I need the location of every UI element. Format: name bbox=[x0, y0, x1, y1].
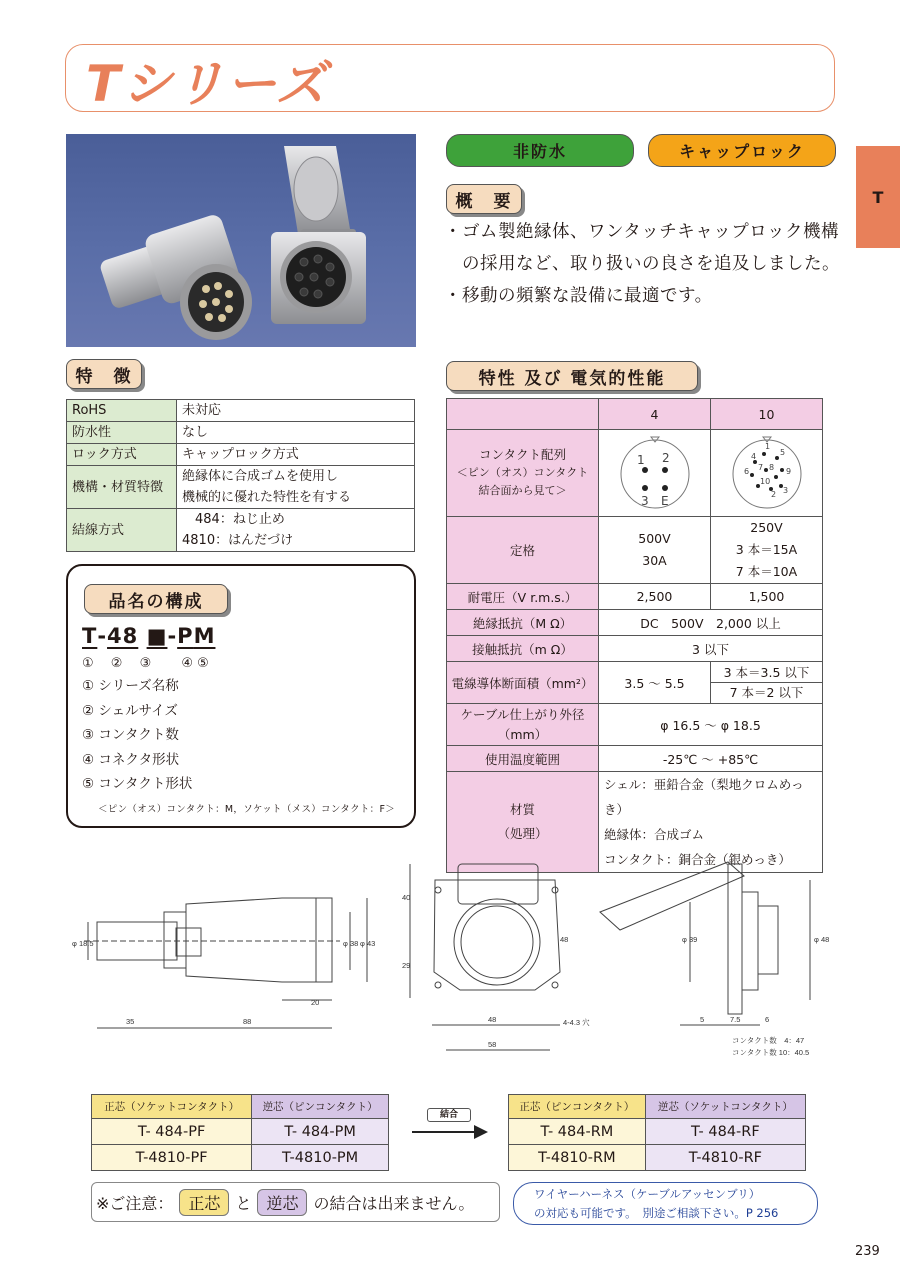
code-sep: - bbox=[167, 624, 178, 648]
dimension-drawings bbox=[60, 850, 850, 1065]
table-row bbox=[447, 704, 823, 746]
overview-text bbox=[444, 216, 844, 312]
table-row bbox=[509, 1145, 806, 1171]
pin-label: 7 bbox=[757, 462, 763, 472]
code-part: T bbox=[82, 624, 98, 648]
overview-bullet: ・ゴム製絶縁体、ワンタッチキャップロック機構の採用など、取り扱いの良さを追及しました。 bbox=[444, 222, 840, 274]
pin-label: 1 bbox=[636, 452, 645, 467]
corner-cell bbox=[447, 399, 599, 430]
part-cell: T-4810-RM bbox=[509, 1145, 646, 1171]
caution-mid: と bbox=[235, 1193, 252, 1213]
cell-line: 7 本＝10A bbox=[735, 564, 798, 579]
list-item: ② シェルサイズ bbox=[82, 702, 179, 719]
part-number-legend bbox=[82, 674, 192, 797]
pin-label: 1 bbox=[764, 441, 770, 451]
pin-layout-4-diagram bbox=[615, 432, 695, 512]
cell-line: 30A bbox=[642, 553, 667, 568]
row-label-line: コンタクト配列 bbox=[478, 447, 566, 462]
table-row bbox=[509, 1119, 806, 1145]
table-row bbox=[447, 430, 823, 517]
dimension-label: 5 bbox=[700, 1015, 705, 1024]
dimension-label: 29 bbox=[402, 961, 411, 970]
table-row bbox=[447, 584, 823, 610]
feature-value: 未対応 bbox=[177, 400, 415, 422]
part-number-note: ＜ピン（オス）コンタクト：M，ソケット（メス）コンタクト：F＞ bbox=[98, 804, 396, 815]
non-waterproof-badge: 非防水 bbox=[446, 134, 634, 167]
dimension-label: 48 bbox=[560, 935, 569, 944]
list-item: ③ コンタクト数 bbox=[82, 727, 179, 743]
table-row bbox=[92, 1119, 389, 1145]
caution-note bbox=[91, 1182, 500, 1222]
dimension-label: 20 bbox=[311, 998, 320, 1007]
col-header: 正芯（ピンコンタクト） bbox=[509, 1095, 646, 1119]
series-index-tab[interactable]: T bbox=[856, 146, 900, 248]
pin-label: 10 bbox=[759, 476, 770, 486]
table-row bbox=[67, 466, 415, 509]
table-row bbox=[447, 610, 823, 636]
code-sep: - bbox=[97, 624, 108, 648]
receptacle-side-drawing bbox=[600, 862, 810, 1025]
col-header: 正芯（ソケットコンタクト） bbox=[92, 1095, 252, 1119]
table-row bbox=[67, 444, 415, 466]
row-label-line: ＜ピン（オス）コンタクト bbox=[456, 466, 589, 479]
part-cell: T- 484-RF bbox=[645, 1119, 805, 1145]
pin-label: 2 bbox=[661, 450, 670, 465]
dimension-label: 4-4.3 穴 bbox=[563, 1018, 590, 1027]
part-cell: T- 484-RM bbox=[509, 1119, 646, 1145]
code-part: ■ bbox=[146, 624, 168, 648]
pin-label: 2 bbox=[770, 489, 776, 499]
feature-key: 結線方式 bbox=[67, 509, 177, 552]
dimension-label: φ 18.5 bbox=[72, 939, 94, 948]
col-header: 逆芯（ピンコンタクト） bbox=[252, 1095, 389, 1119]
dimension-label: φ 43 bbox=[360, 939, 376, 948]
part-cell: T-4810-PF bbox=[92, 1145, 252, 1171]
contact-layout-10 bbox=[711, 430, 823, 517]
feature-value-line: 4810：はんだづけ bbox=[182, 533, 294, 548]
feature-value bbox=[177, 509, 415, 552]
pin-label: 6 bbox=[743, 466, 749, 476]
dimension-label: コンタクト数 4：47 bbox=[732, 1036, 805, 1045]
part-cell: T-4810-PM bbox=[252, 1145, 389, 1171]
page-number: 239 bbox=[855, 1244, 880, 1259]
row-label: 耐電圧（V r.m.s.） bbox=[447, 584, 599, 610]
cell-line: 3 本＝3.5 以下 bbox=[711, 662, 822, 683]
table-row bbox=[67, 400, 415, 422]
harness-line: の対応も可能です。 別途ご相談下さい。P 256 bbox=[534, 1206, 779, 1220]
rating-4 bbox=[599, 517, 711, 584]
receptacle-side-dimensions bbox=[682, 935, 829, 1057]
temperature-value: -25℃ ～ +85℃ bbox=[599, 746, 823, 772]
row-label: 電線導体断面積（mm²） bbox=[447, 662, 599, 704]
caution-suffix: の結合は出来ません。 bbox=[313, 1193, 475, 1213]
right-arrow-icon bbox=[410, 1120, 490, 1150]
pin-label: 4 bbox=[750, 451, 756, 461]
feature-value-line: 絶縁体に合成ゴムを使用し bbox=[182, 469, 339, 484]
code-part: 48 bbox=[107, 624, 139, 648]
part-number-indices: ① ② ③ ④ ⑤ bbox=[82, 656, 209, 671]
feature-key: 機構・材質特徴 bbox=[67, 466, 177, 509]
reverse-core-tag: 逆芯 bbox=[257, 1189, 307, 1216]
pin-label: 3 bbox=[640, 493, 649, 508]
feature-key: RoHS bbox=[67, 400, 177, 422]
caution-prefix: ※ご注意： bbox=[96, 1193, 174, 1213]
cell-line: シェル：亜鉛合金（梨地クロムめっき） bbox=[604, 777, 804, 817]
connector-photo-illustration bbox=[66, 134, 416, 347]
cap-lock-badge: キャップロック bbox=[648, 134, 836, 167]
product-photo bbox=[66, 134, 416, 347]
table-row bbox=[447, 517, 823, 584]
row-label-line: （処理） bbox=[497, 826, 548, 841]
part-cell: T- 484-PF bbox=[92, 1119, 252, 1145]
receptacle-front-drawing bbox=[410, 864, 560, 1050]
dimension-label: 58 bbox=[488, 1040, 497, 1049]
table-row bbox=[92, 1145, 389, 1171]
overview-bullet: ・移動の頻繁な設備に最適です。 bbox=[444, 286, 713, 306]
dimension-drawing-svg bbox=[60, 850, 850, 1065]
features-table bbox=[66, 399, 415, 552]
dimension-label: φ 39 bbox=[682, 935, 698, 944]
dimension-label: φ 38 bbox=[343, 939, 359, 948]
row-label: 使用温度範囲 bbox=[447, 746, 599, 772]
part-number-heading: 品名の構成 bbox=[84, 584, 228, 614]
col-header: 4 bbox=[599, 399, 711, 430]
row-label: 接触抵抗（m Ω） bbox=[447, 636, 599, 662]
list-item: ④ コネクタ形状 bbox=[82, 751, 180, 768]
combination-table-right bbox=[508, 1094, 806, 1171]
pin-label: 3 bbox=[782, 485, 788, 495]
cable-value: φ 16.5 ～ φ 18.5 bbox=[599, 704, 823, 746]
feature-value: キャップロック方式 bbox=[177, 444, 415, 466]
cell-line: 絶縁体：合成ゴム bbox=[604, 827, 705, 842]
contact-resistance-value: 3 以下 bbox=[599, 636, 823, 662]
dimension-label: 35 bbox=[126, 1017, 135, 1026]
feature-value bbox=[177, 466, 415, 509]
performance-table bbox=[446, 398, 823, 873]
dimension-label: 88 bbox=[243, 1017, 252, 1026]
performance-heading: 特性 及び 電気的性能 bbox=[446, 361, 698, 391]
table-row bbox=[447, 636, 823, 662]
wire-harness-note[interactable] bbox=[513, 1182, 818, 1225]
dimension-label: 48 bbox=[488, 1015, 497, 1024]
withstand-10: 1,500 bbox=[711, 584, 823, 610]
feature-key: 防水性 bbox=[67, 422, 177, 444]
row-label: 絶縁抵抗（M Ω） bbox=[447, 610, 599, 636]
dimension-label: 7.5 bbox=[730, 1015, 741, 1024]
normal-core-tag: 正芯 bbox=[179, 1189, 229, 1216]
harness-line: ワイヤーハーネス（ケーブルアッセンブリ） bbox=[534, 1187, 761, 1201]
row-label bbox=[447, 430, 599, 517]
features-heading: 特 徴 bbox=[66, 359, 142, 389]
contact-layout-4 bbox=[599, 430, 711, 517]
rating-10 bbox=[711, 517, 823, 584]
feature-value-line: 484：ねじ止め bbox=[182, 512, 285, 527]
part-cell: T- 484-PM bbox=[252, 1119, 389, 1145]
overview-heading: 概 要 bbox=[446, 184, 522, 214]
pin-label: 9 bbox=[785, 466, 791, 476]
feature-key: ロック方式 bbox=[67, 444, 177, 466]
combination-label: 結合 bbox=[427, 1108, 471, 1122]
table-row bbox=[92, 1095, 389, 1119]
feature-value-line: 機械的に優れた特性を有する bbox=[182, 490, 352, 505]
table-row bbox=[447, 746, 823, 772]
row-label-line: 結合面から見て＞ bbox=[478, 484, 567, 497]
row-label-line: （mm） bbox=[497, 726, 548, 742]
dimension-label: コンタクト数 10：40.5 bbox=[732, 1048, 810, 1057]
dimension-label: 40 bbox=[402, 893, 411, 902]
code-part: M bbox=[193, 624, 216, 648]
cell-line: 250V bbox=[750, 520, 783, 535]
combination-table-left bbox=[91, 1094, 389, 1171]
table-row bbox=[509, 1095, 806, 1119]
cell-line: コンタクト：銅合金（銀めっき） bbox=[604, 852, 791, 867]
row-label: 定格 bbox=[447, 517, 599, 584]
col-header: 逆芯（ソケットコンタクト） bbox=[645, 1095, 805, 1119]
list-item: ① シリーズ名称 bbox=[82, 678, 179, 694]
part-number-code bbox=[82, 624, 215, 648]
table-row bbox=[447, 399, 823, 430]
table-row bbox=[67, 422, 415, 444]
row-label-line: 材質 bbox=[509, 802, 535, 817]
cell-line: 500V bbox=[638, 531, 671, 546]
combination-arrow bbox=[410, 1108, 490, 1148]
wire-4: 3.5 ～ 5.5 bbox=[599, 662, 711, 704]
page-title: Tシリーズ bbox=[86, 55, 328, 113]
insulation-value: DC 500V 2,000 以上 bbox=[599, 610, 823, 636]
cell-line: 7 本＝2 以下 bbox=[729, 685, 804, 700]
feature-value: なし bbox=[177, 422, 415, 444]
pin-label: E bbox=[660, 493, 669, 508]
pin-label: 5 bbox=[779, 447, 785, 457]
col-header: 10 bbox=[711, 399, 823, 430]
receptacle-front-dimensions bbox=[402, 893, 590, 1049]
code-part: P bbox=[177, 624, 194, 648]
pin-label: 8 bbox=[768, 462, 774, 472]
row-label bbox=[447, 704, 599, 746]
withstand-4: 2,500 bbox=[599, 584, 711, 610]
table-row bbox=[67, 509, 415, 552]
dimension-label: φ 48 bbox=[814, 935, 830, 944]
pin-layout-10-diagram bbox=[727, 432, 807, 512]
part-cell: T-4810-RF bbox=[645, 1145, 805, 1171]
table-row bbox=[447, 662, 823, 704]
cell-line: 3 本＝15A bbox=[735, 542, 798, 557]
wire-10 bbox=[711, 662, 823, 704]
dimension-label: 6 bbox=[765, 1015, 770, 1024]
row-label-line: ケーブル仕上がり外径 bbox=[460, 706, 585, 722]
plug-drawing bbox=[84, 898, 367, 1028]
list-item: ⑤ コンタクト形状 bbox=[82, 776, 193, 792]
